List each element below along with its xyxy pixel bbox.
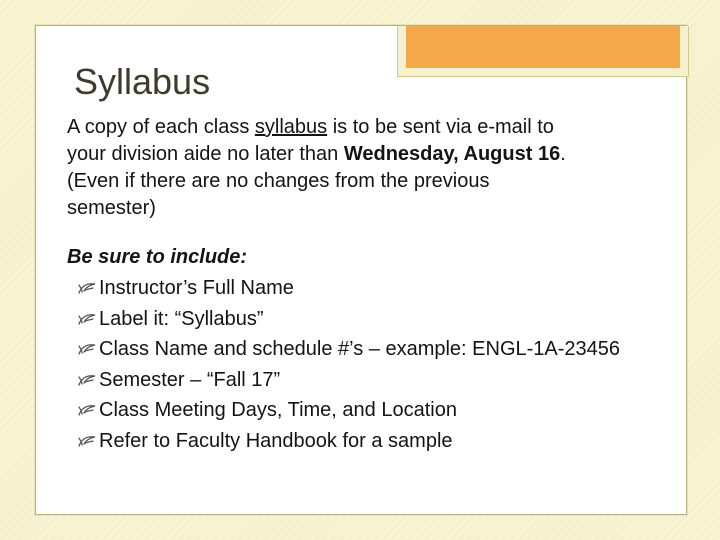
list-item [78,365,678,396]
include-heading: Be sure to include: [67,246,248,268]
list-item [78,304,678,335]
list-item [78,334,664,365]
accent-bar [406,26,680,68]
bullet-label: Class Meeting Days, Time, and Location [99,399,457,421]
bullet-label: Class Name and schedule #’s – example: ENGL-1A-23456 [99,338,621,360]
leaf-swirl-icon [78,434,96,448]
bullet-label: Label it: “Syllabus” [99,307,264,330]
intro-paragraph [67,114,567,222]
intro-underlined: syllabus [254,116,328,138]
bullet-label: Semester – “Fall 17” [99,368,281,391]
leaf-swirl-icon [78,373,96,387]
bullet-label: Instructor’s Full Name [99,277,294,299]
leaf-swirl-icon [78,403,96,417]
accent-box [397,26,689,77]
intro-bold-date: Wednesday, August 16 [343,143,561,165]
list-item [78,395,678,426]
leaf-swirl-icon [78,312,96,326]
bullet-list [78,273,678,456]
bullet-label: Refer to Faculty Handbook for a sample [99,429,453,452]
list-item [78,273,678,304]
intro-text-1: A copy of each class [67,116,255,138]
list-item [78,426,678,457]
intro-text-3: . (Even if there are no changes from the previous semester) [67,143,566,219]
leaf-swirl-icon [78,281,96,295]
slide-title: Syllabus [74,61,211,102]
leaf-swirl-icon [78,342,96,356]
intro-text-2: is to be sent via e-mail to your division aide no later than [67,116,554,165]
